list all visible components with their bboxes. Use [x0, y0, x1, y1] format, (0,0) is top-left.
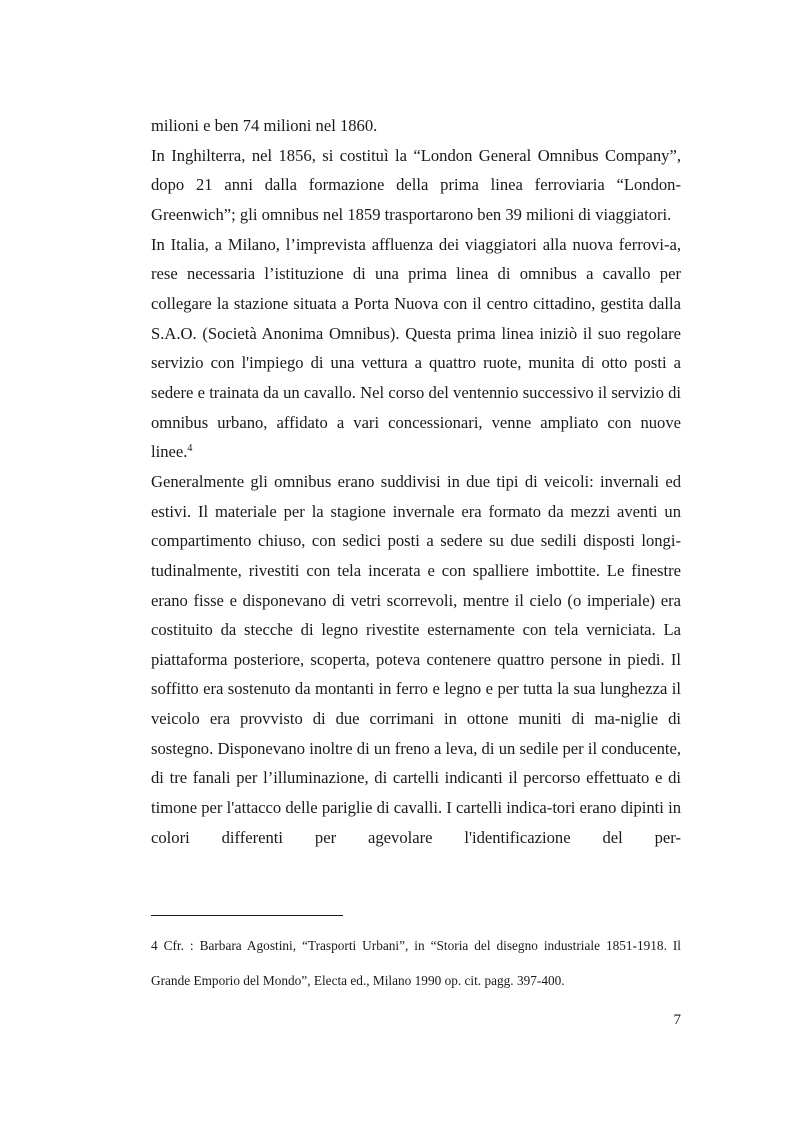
paragraph-1-continuation [151, 111, 681, 141]
paragraph-4 [151, 467, 681, 853]
paragraph-text: In Inghilterra, nel 1856, si costituì la “London General Omnibus Company”, dopo 21 anni dalla formazione della prima linea ferroviaria “London-Greenwich”; gli omnibus nel 1859 trasportarono ben 39 milioni di viaggiatori. [151, 145, 681, 224]
paragraph-2 [151, 141, 681, 230]
paragraph-3 [151, 230, 681, 467]
paragraph-text: milioni e ben 74 milioni nel 1860. [151, 116, 378, 135]
footnote-text: 4 Cfr. : Barbara Agostini, “Trasporti Urbani”, in “Storia del disegno industriale 1851-1918. Il Grande Emporio del Mondo”, Electa ed., Milano 1990 op. cit. pagg. 397-400. [151, 938, 681, 988]
page-number: 7 [673, 1012, 681, 1028]
body-text [151, 111, 681, 852]
paragraph-text: In Italia, a Milano, l’imprevista affluenza dei viaggiatori alla nuova ferrovi-a, rese necessaria l’istituzione di una prima linea di omnibus a cavallo per collegare la stazione situata a Porta Nuova con il centro cittadino, gestita dalla S.A.O. (Società Anonima Omnibus). Questa prima linea iniziò il suo regolare servizio con l'impiego di una vettura a quattro ruote, munita di otto posti a sedere e trainata da un cavallo. Nel corso del ventennio successivo il servizio di omnibus urbano, affidato a vari concessionari, venne ampliato con nuove linee. [151, 234, 681, 462]
paragraph-text: Generalmente gli omnibus erano suddivisi in due tipi di veicoli: invernali ed estivi. Il materiale per la stagione invernale era formato da mezzi aventi un compartimento chiuso, con sedici posti a sedere su due sedili disposti longi-tudinalmente, rivestiti con tela incerata e con spalliere imbottite. Le finestre erano fisse e disponevano di vetri scorrevoli, mentre il cielo (o imperiale) era costituito da stecche di legno rivestite esternamente con tela verniciata. La piattaforma posteriore, scoperta, poteva contenere quattro persone in piedi. Il soffitto era sostenuto da montanti in ferro e legno e per tutta la sua lunghezza il veicolo era provvisto di due corrimani in ottone muniti di ma-niglie di sostegno. Disponevano inoltre di un freno a leva, di un sedile per il conducente, di tre fanali per l’illuminazione, di cartelli indicanti il percorso effettuato e di timone per l'attacco delle pariglie di cavalli. I cartelli indica-tori erano dipinti in colori differenti per agevolare l'identificazione del per- [151, 471, 681, 847]
footnote-divider [151, 915, 343, 916]
footnote-reference: 4 [187, 443, 193, 455]
footnote [151, 928, 681, 998]
